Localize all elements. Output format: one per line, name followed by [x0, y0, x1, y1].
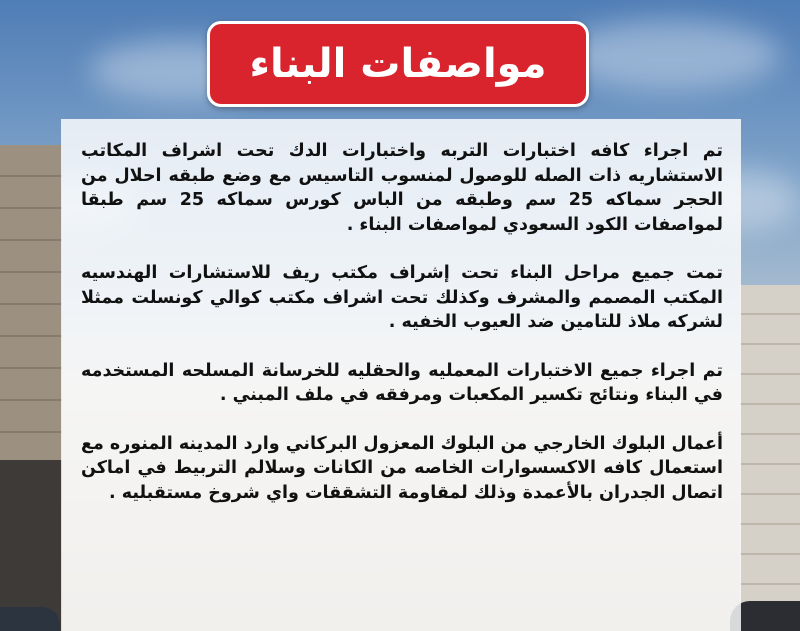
- page-title: مواصفات البناء: [249, 41, 547, 87]
- paragraph-concrete-tests: تم اجراء جميع الاختبارات المعمليه والحقليه للخرسانة المسلحه المستخدمه في البناء ونتائج تكسير المكعبات ومرفقه في ملف المبني .: [81, 360, 723, 405]
- left-building-base: [0, 460, 62, 631]
- left-car: [0, 607, 60, 631]
- title-badge: [207, 21, 589, 107]
- specifications-panel: [61, 119, 741, 631]
- paragraph-block-works: أعمال البلوك الخارجي من البلوك المعزول البركاني وارد المدينه المنوره مع استعمال كافه الاكسسوارات الخاصه من الكانات وسلالم التربيط في اماكن اتصال الجدران بالأعمدة وذلك لمقاومة التشققات واي شروخ مستقبليه .: [81, 433, 723, 503]
- paragraph-supervision: تمت جميع مراحل البناء تحت إشراف مكتب ريف للاستشارات الهندسيه المكتب المصمم والمشرف وكذلك تحت اشراف مكتب كوالي كونسلت ممثلا لشركه ملاذ للتامين ضد العيوب الخفيه .: [81, 263, 723, 332]
- right-building: [740, 285, 800, 631]
- paragraph-soil-tests: تم اجراء كافه اختبارات التربه واختبارات الدك تحت اشراف المكاتب الاستشاريه ذات الصله للوصول لمنسوب التاسيس مع وضع طبقه احلال من الحجر سماكه 25 سم وطبقه من الباس كورس سماكه 25 سم طبقا لمواصفات الكود السعودي لمواصفات البناء .: [81, 141, 724, 235]
